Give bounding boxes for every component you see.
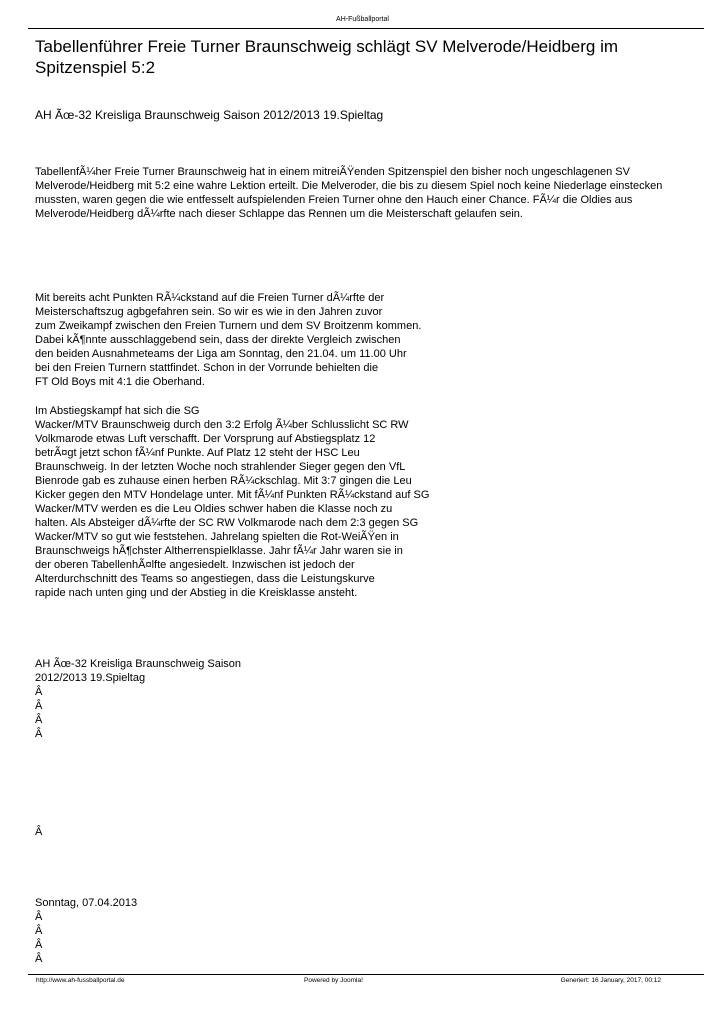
text-line: Â xyxy=(35,728,43,740)
text-line: Â xyxy=(35,700,43,712)
text-line: FT Old Boys mit 4:1 die Oberhand. xyxy=(35,376,205,388)
paragraph-title-race xyxy=(35,291,421,389)
text-line: Wacker/MTV so gut wie feststehen. Jahrelang spielten die Rot-WeiÃŸen in xyxy=(35,531,399,543)
text-line: Â xyxy=(35,939,43,951)
page-header: AH-Fußballportal xyxy=(336,16,389,23)
league-info-block xyxy=(35,657,241,741)
text-line: Â xyxy=(35,911,43,923)
text-line: Â xyxy=(35,925,43,937)
text-line: Â xyxy=(35,714,43,726)
text-line: bei den Freien Turnern stattfindet. Schon in der Vorrunde behielten die xyxy=(35,362,379,374)
text-line: halten. Als Absteiger dÃ¼rfte der SC RW Volkmarode nach dem 2:3 gegen SG xyxy=(35,517,419,529)
footer-url-link[interactable]: http://www.ah-fussballportal.de xyxy=(36,977,125,984)
text-line: Â xyxy=(35,953,43,965)
text-line: Alterdurchschnitt des Teams so angestiegen, dass die Leistungskurve xyxy=(35,573,375,585)
text-line: Mit bereits acht Punkten RÃ¼ckstand auf die Freien Turner dÃ¼rfte der xyxy=(35,292,385,304)
article-title: Tabellenführer Freie Turner Braunschweig schlägt SV Melverode/Heidberg im Spitzenspiel 5:2 xyxy=(35,37,619,77)
text-line: rapide nach unten ging und der Abstieg in die Kreisklasse ansteht. xyxy=(35,587,358,599)
text-line: Kicker gegen den MTV Hondelage unter. Mit fÃ¼nf Punkten RÃ¼ckstand auf SG xyxy=(35,489,430,501)
text-line: Meisterschaftszug agbgefahren sein. So wir es wie in den Jahren zuvor xyxy=(35,306,383,318)
text-line: Dabei kÃ¶nnte ausschlaggebend sein, dass der direkte Vergleich zwischen xyxy=(35,334,401,346)
text-line: Braunschweig. In der letzten Woche noch strahlender Sieger gegen den VfL xyxy=(35,461,406,473)
intro-paragraph: TabellenfÃ¼her Freie Turner Braunschweig hat in einem mitreiÃŸenden Spitzenspiel den bisher noch ungeschlagenen SV Melverode/Heidberg mit 5:2 eine wahre Lektion erteilt. Die Melveroder, die bis zu diesem Spiel noch keine Niederlage einstecken mussten, waren gegen die wie entfesselt aufspielenden Freien Turner ohne den Hauch einer Chance. FÃ¼r die Oldies aus Melverode/Heidberg dÃ¼rfte nach dieser Schlappe das Rennen um die Meisterschaft gelaufen sein. xyxy=(35,166,663,220)
footer-powered-by: Powered by Joomla! xyxy=(304,977,363,984)
header-divider xyxy=(28,28,704,29)
text-line: Bienrode gab es zuhause einen herben RÃ¼ckschlag. Mit 3:7 gingen die Leu xyxy=(35,475,412,487)
text-line: den beiden Ausnahmeteams der Liga am Sonntag, den 21.04. um 11.00 Uhr xyxy=(35,348,407,360)
text-line: 2012/2013 19.Spieltag xyxy=(35,672,146,684)
text-line: Wacker/MTV werden es die Leu Oldies schwer haben die Klasse noch zu xyxy=(35,503,393,515)
footer-divider xyxy=(28,974,704,975)
match-date: Sonntag, 07.04.2013 xyxy=(35,897,138,909)
text-line: zum Zweikampf zwischen den Freien Turnern und dem SV Broitzenm kommen. xyxy=(35,320,422,332)
text-line: Wacker/MTV Braunschweig durch den 3:2 Erfolg Ã¼ber Schlusslicht SC RW xyxy=(35,419,409,431)
text-line: AH Ãœ-32 Kreisliga Braunschweig Saison xyxy=(35,658,242,670)
text-line: Im Abstiegskampf hat sich die SG xyxy=(35,405,200,417)
text-line: Braunschweigs hÃ¶chster Altherrenspielklasse. Jahr fÃ¼r Jahr waren sie in xyxy=(35,545,403,557)
league-subtitle: AH Ãœ-32 Kreisliga Braunschweig Saison 2012/2013 19.Spieltag xyxy=(35,108,384,122)
footer-generated-date: Generiert: 16 January, 2017, 00:12 xyxy=(560,977,661,984)
text-line: der oberen TabellenhÃ¤lfte angesiedelt. Inzwischen ist jedoch der xyxy=(35,559,355,571)
date-block xyxy=(35,896,137,966)
text-line: Volkmarode etwas Luft verschafft. Der Vorsprung auf Abstiegsplatz 12 xyxy=(35,433,376,445)
text-line: Â xyxy=(35,826,43,838)
text-line: Â xyxy=(35,686,43,698)
text-line: betrÃ¤gt jetzt schon fÃ¼nf Punkte. Auf Platz 12 steht der HSC Leu xyxy=(35,447,360,459)
spacer-block xyxy=(35,825,42,839)
paragraph-relegation xyxy=(35,404,429,600)
